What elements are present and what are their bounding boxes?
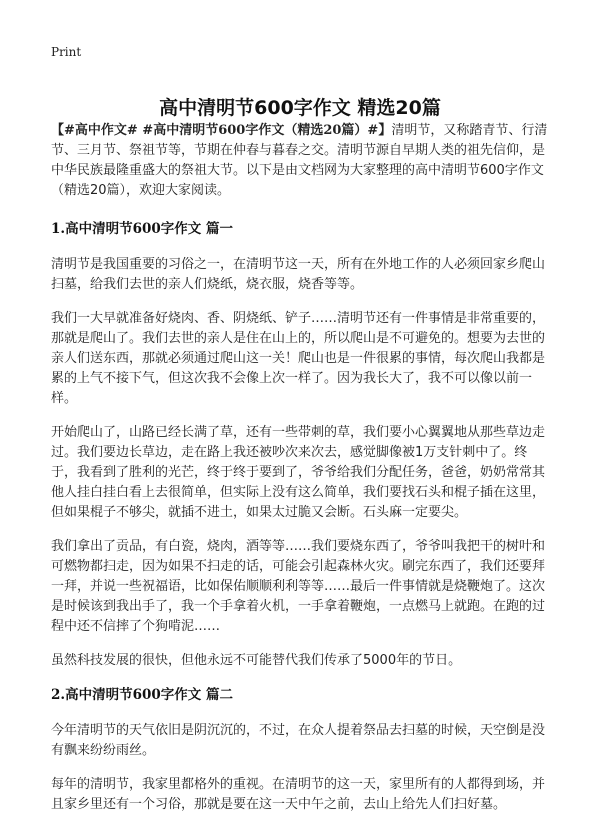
section-2-paragraph-2: 每年的清明节，我家里都格外的重视。在清明节的这一天，家里所有的人都得到场，并且家乡里还有一个习俗，那就是要在这一天中午之前，去山上给先人们扫好墓。 — [51, 777, 546, 812]
intro-text: 清明节，又称踏青节、行清节、三月节、祭祖节等，节期在仲春与暮春之交。清明节源自早期人类的祖先信仰，是中华民族最隆重盛大的祭祖大节。以下是由文档网为大家整理的高中清明节600字作文（精选20篇），欢迎大家阅读。 — [51, 123, 548, 198]
section-1-paragraph-1: 清明节是我国重要的习俗之一，在清明节这一天，所有在外地工作的人必须回家乡爬山扫墓，给我们去世的亲人们烧纸，烧衣服，烧香等等。 — [51, 257, 546, 292]
section-1-paragraph-4: 我们拿出了贡品，有白瓷，烧肉，酒等等……我们要烧东西了，爷爷叫我把干的树叶和可燃物都扫走，因为如果不扫走的话，可能会引起森林火灾。刷完东西了，我们还要拜一拜，并说一些祝福语，比如保佑顺顺利利等等……最后一件事情就是烧鞭炮了。这次是时候该到我出手了，我一个手拿着火机，一手拿着鞭炮，一点燃马上就跑。在跑的过程中还不信摔了个狗啃泥…… — [51, 539, 546, 634]
intro-paragraph — [51, 121, 551, 201]
page-title: 高中清明节600字作文 精选20篇 — [159, 96, 441, 119]
intro-tag[interactable]: 【#高中作文# #高中清明节600字作文（精选20篇）#】 — [51, 123, 392, 138]
section-1-paragraph-5: 虽然科技发展的很快，但他永远不可能替代我们传承了5000年的节日。 — [51, 653, 462, 668]
section-heading-2: 2.高中清明节600字作文 篇二 — [51, 687, 233, 703]
print-link[interactable]: Print — [51, 45, 82, 59]
section-1-paragraph-2: 我们一大早就准备好烧肉、香、阴烧纸、铲子……清明节还有一件事情是非常重要的，那就是爬山了。我们去世的亲人是住在山上的，所以爬山是不可避免的。想要为去世的亲人们送东西，那就必须通过爬山这一关！爬山也是一件很累的事情，每次爬山我都是累的上气不接下气，但这次我不会像上次一样了。因为我长大了，我不可以像以前一样。 — [51, 311, 546, 406]
article-body — [51, 121, 551, 829]
section-1-paragraph-3: 开始爬山了，山路已经长满了草，还有一些带刺的草，我们要小心翼翼地从那些草边走过。我们要边长草边，走在路上我还被吵次来次去，感觉脚像被1万支针刺中了。终于，我看到了胜利的光芒，终于终于要到了，爷爷给我们分配任务，爸爸，奶奶常常其他人挂白挂白看上去很简单，但实际上没有这么简单，我们要找石头和棍子插在这里，但如果棍子不够尖，就插不进土，如果太过脆又会断。石头麻一定要尖。 — [51, 425, 546, 520]
section-heading-1: 1.高中清明节600字作文 篇一 — [51, 221, 233, 237]
section-2-paragraph-1: 今年清明节的天气依旧是阴沉沉的，不过，在众人提着祭品去扫墓的时候，天空倒是没有飘来纷纷雨丝。 — [51, 723, 546, 758]
